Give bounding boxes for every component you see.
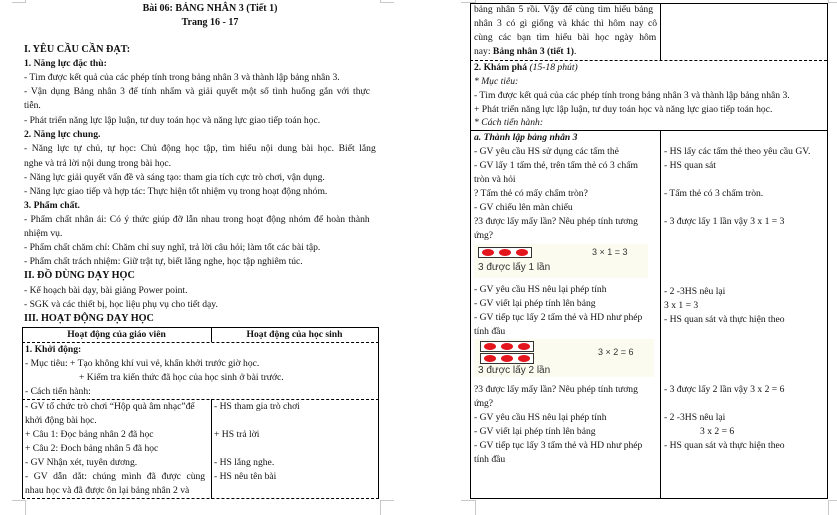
teacher-activity-line: - GV yêu cầu HS nêu lại phép tính <box>474 284 607 295</box>
teacher-activity-line: - GV lấy 1 tấm thẻ, trên tấm thẻ có 3 chấm <box>474 160 638 171</box>
student-activity-line: - 2 -3HS nêu lại <box>664 412 726 423</box>
dot-card <box>480 353 534 364</box>
teacher-activity-line: tròn và hỏi <box>474 174 516 185</box>
objective-line: + Kiểm tra kiến thức đã học của học sinh ở bài trước. <box>79 372 284 383</box>
dot-card <box>480 341 534 352</box>
student-activity-line: 3 x 1 = 3 <box>664 300 699 311</box>
student-activity-line: - HS quan sát <box>664 160 716 171</box>
card-equation: 3 × 1 = 3 <box>592 247 628 257</box>
activity-heading: 2. Khám phá (15-18 phút) <box>474 62 578 73</box>
paragraph-line: - Năng lực giải quyết vấn đề và sáng tạo: tham gia tích cực trò chơi, vận dụng. <box>24 172 325 183</box>
teacher-activity-line: - GV viết lại phép tính lên bảng <box>474 426 596 437</box>
lesson-activity-table <box>0 0 420 512</box>
paragraph-line: - Kế hoạch bài dạy, bài giảng Power point. <box>24 285 188 296</box>
paragraph-line: - Vận dụng Bảng nhân 3 để tính nhẩm và giải quyết một số tình huống gắn với thực <box>24 86 370 97</box>
red-dot-icon <box>484 343 496 350</box>
red-dot-icon <box>501 355 513 362</box>
lesson-pages: Trang 16 - 17 <box>181 17 239 28</box>
procedure-label: - Cách tiến hành: <box>25 386 91 397</box>
paragraph-line: - Tìm được kết quả của các phép tính trong bảng nhân 3 và thành lập bảng nhân 3. <box>24 72 340 83</box>
teacher-activity-line: - GV dẫn dắt: chúng mình đã được cùng <box>25 471 206 482</box>
student-activity-line: 3 x 2 = 6 <box>700 426 735 437</box>
section-heading: II. ĐỒ DÙNG DẠY HỌC <box>24 270 135 281</box>
document-page-left <box>0 0 420 512</box>
student-activity-line: - HS quan sát và thực hiện theo <box>664 314 785 325</box>
student-activity-line: - HS quan sát và thực hiện theo <box>664 440 785 451</box>
intro-line-last: nay: Bảng nhân 3 (tiết 1). <box>474 46 577 57</box>
paragraph-line: - Phẩm chất chăm chỉ: Chăm chỉ suy nghĩ, trả lời câu hỏi; làm tốt các bài tập. <box>24 242 321 253</box>
student-activity-line: + HS trả lời <box>214 429 260 440</box>
teacher-activity-line: nhau học và đã được ôn lại bảng nhân 2 và <box>25 485 190 496</box>
student-activity-line: - 3 được lấy 2 lần vậy 3 x 2 = 6 <box>664 384 785 395</box>
teacher-activity-line: - GV tổ chức trò chơi “Hộp quà âm nhạc”để <box>25 401 195 412</box>
intro-line: bảng nhân 5 rồi. Vậy để cùng tìm hiểu bảng <box>474 4 654 15</box>
student-activity-line: - HS tham gia trò chơi <box>214 401 300 412</box>
card-caption: 3 được lấy 1 lần <box>478 262 551 273</box>
objective-line: + Phát triển năng lực lập luận, tư duy toán học và năng lực giao tiếp toán học. <box>474 104 773 115</box>
section-heading: III. HOẠT ĐỘNG DẠY HỌC <box>24 313 154 324</box>
teacher-activity-line: - GV yêu cầu HS sử dụng các tấm thẻ <box>474 146 619 157</box>
lesson-title: Bài 06: BẢNG NHÂN 3 (Tiết 1) <box>142 3 278 14</box>
teacher-activity-line: khởi động bài học. <box>25 415 97 426</box>
activity-heading: 1. Khởi động: <box>25 344 82 355</box>
teacher-activity-line: - GV chiếu lên màn chiếu <box>474 202 573 213</box>
table-header-student: Hoạt động của học sinh <box>246 329 343 340</box>
subactivity-heading: a. Thành lập bảng nhân 3 <box>474 132 578 143</box>
procedure-label: * Cách tiến hành: <box>474 117 544 128</box>
teacher-activity-line: ứng? <box>474 398 494 409</box>
red-dot-icon <box>501 343 513 350</box>
lesson-activity-table-continued <box>420 0 837 512</box>
teacher-activity-line: ? Tấm thẻ có mấy chấm tròn? <box>474 188 588 199</box>
subsection-heading: 2. Năng lực chung. <box>24 129 101 140</box>
objective-label: * Mục tiêu: <box>474 76 519 87</box>
red-dot-icon <box>516 249 528 256</box>
teacher-activity-line: ?3 được lấy mấy lần? Nêu phép tính tương <box>474 384 638 395</box>
intro-line: nhân 3 có gì giống và khác thì hôm nay cô <box>474 18 658 29</box>
card-caption: 3 được lấy 2 lần <box>478 365 551 376</box>
dot-card <box>478 247 532 258</box>
student-activity-line: - HS nêu tên bài <box>214 471 277 482</box>
red-dot-icon <box>484 355 496 362</box>
paragraph-line: - Phẩm chất trách nhiệm: Giữ trật tự, biết lắng nghe, học tập nghiêm túc. <box>24 256 303 267</box>
lesson-name-bold: Bảng nhân 3 (tiết 1) <box>492 46 574 57</box>
section-heading: I. YÊU CẦU CẦN ĐẠT: <box>24 44 131 55</box>
paragraph-line: - Năng lực giao tiếp và hợp tác: Thực hiện tốt nhiệm vụ trong hoạt động nhóm. <box>24 186 328 197</box>
student-activity-line: - 3 được lấy 1 lần vậy 3 x 1 = 3 <box>664 216 785 227</box>
red-dot-icon <box>482 249 494 256</box>
objective-line: - Tìm được kết quả của các phép tính trong bảng nhân 3 và thành lập bảng nhân 3. <box>474 90 790 101</box>
table-header-teacher: Hoạt động của giáo viên <box>67 329 166 340</box>
teacher-activity-line: tính đầu <box>474 326 506 337</box>
student-activity-line: - Tấm thẻ có 3 chấm tròn. <box>664 188 764 199</box>
teacher-activity-line: ?3 được lấy mấy lần? Nêu phép tính tương <box>474 216 638 227</box>
paragraph-line: - Phát triển năng lực lập luận, tư duy toán học và năng lực giao tiếp toán học. <box>24 115 321 126</box>
teacher-activity-line: ứng? <box>474 230 494 241</box>
paragraph-line: - Phẩm chất nhân ái: Có ý thức giúp đỡ lẫn nhau trong hoạt động nhóm để hoàn thành <box>24 214 370 225</box>
teacher-activity-line: - GV tiếp tục lấy 2 tấm thẻ và HD như phép <box>474 312 643 323</box>
student-activity-line: - HS lắng nghe. <box>214 457 275 468</box>
student-activity-line: - 2 -3HS nêu lại <box>664 286 726 297</box>
paragraph-line: nhiệm vụ. <box>24 228 63 239</box>
subsection-heading: 3. Phẩm chất. <box>24 200 80 211</box>
paragraph-line: - SGK và các thiết bị, học liệu phụ vụ cho tiết dạy. <box>24 299 218 310</box>
document-page-right <box>420 0 837 512</box>
card-equation: 3 × 2 = 6 <box>598 347 634 357</box>
intro-line: cùng các bạn tìm hiểu bài học ngày hôm <box>474 32 657 43</box>
paragraph-line: - Năng lực tự chủ, tự học: Chủ động học tập, tìm hiểu nội dung bài học. Biết lắng <box>24 143 376 154</box>
teacher-activity-line: - GV viết lại phép tính lên bảng <box>474 298 596 309</box>
dot-card-illustration-2 <box>474 339 654 377</box>
teacher-activity-line: tính đầu <box>474 454 506 465</box>
teacher-activity-line: - GV tiếp tục lấy 3 tấm thẻ và HD như phép <box>474 440 643 451</box>
paragraph-line: tiễn. <box>24 100 41 111</box>
dot-card-illustration-1 <box>474 244 648 278</box>
teacher-activity-line: + Câu 1: Đọc bảng nhân 2 đã học <box>25 429 154 440</box>
paragraph-line: nghe và trả lời nội dung trong bài học. <box>24 158 172 169</box>
teacher-activity-line: - GV yêu cầu HS nêu lại phép tính <box>474 412 607 423</box>
red-dot-icon <box>518 355 530 362</box>
subsection-heading: 1. Năng lực đặc thù: <box>24 58 107 69</box>
teacher-activity-line: + Câu 2: Đoch bảng nhân 5 đã học <box>25 443 159 454</box>
red-dot-icon <box>518 343 530 350</box>
teacher-activity-line: - GV Nhận xét, tuyên dương. <box>25 457 138 468</box>
objective-line: - Mục tiêu: + Tạo không khí vui vẻ, khấn khởi trước giờ học. <box>25 358 260 369</box>
red-dot-icon <box>499 249 511 256</box>
student-activity-line: - HS lấy các tấm thẻ theo yêu cầu GV. <box>664 146 811 157</box>
